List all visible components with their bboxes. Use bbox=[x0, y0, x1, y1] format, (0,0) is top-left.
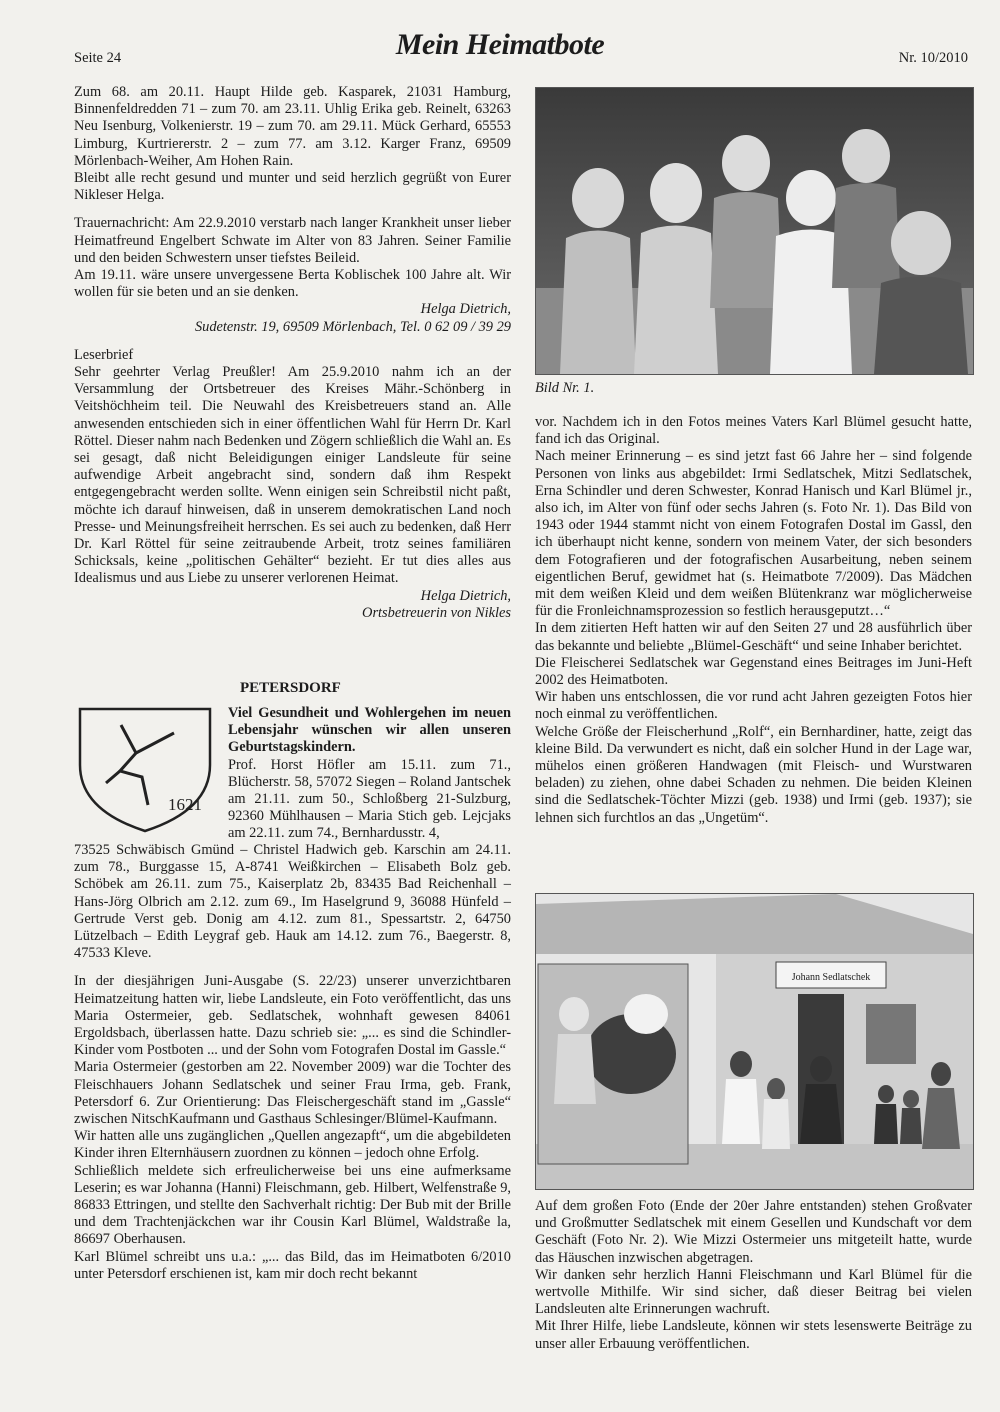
issue-number: Nr. 10/2010 bbox=[898, 50, 968, 66]
page-number: Seite 24 bbox=[74, 50, 122, 66]
right-column bbox=[535, 414, 972, 827]
signature-name: Helga Dietrich, bbox=[420, 301, 511, 318]
section-heading-petersdorf: PETERSDORF bbox=[240, 680, 341, 696]
leserbrief-title: Leserbrief bbox=[74, 346, 134, 363]
right-paragraph-4: Die Fleischerei Sedlatschek war Gegenstand eines Beitrages im Juni-Heft 2002 des Heimatboten. bbox=[535, 654, 972, 689]
petersdorf-crest-icon bbox=[76, 705, 214, 835]
right-column-bottom bbox=[535, 1198, 972, 1353]
page-header bbox=[0, 0, 1000, 70]
petersdorf-paragraph-2: Maria Ostermeier (gestorben am 22. November 2009) war die Tochter des Fleischhauers Johann Sedlatschek und seiner Frau Irma, geb. Frank, Petersdorf 6. Zur Orientierung: Das Fleischergeschäft stand im „Gassle“ zwischen NitschKaufmann und Gasthaus Schlesinger/Blümel-Kaufmann. bbox=[74, 1059, 511, 1128]
signature-address: Sudetenstr. 19, 69509 Mörlenbach, Tel. 0 62 09 / 39 29 bbox=[194, 318, 511, 335]
right-paragraph-8: Mit Ihrer Hilfe, liebe Landsleute, können wir stets lesenswerte Beiträge zu unser aller Erbauung veröffentlichen. bbox=[535, 1318, 972, 1352]
petersdorf-paragraph-4: Schließlich meldete sich erfreulicherweise bei uns eine aufmerksame Leserin; es war Johanna (Hanni) Fleischmann, geb. Hilbert, Welfenstraße 9, 86833 Ettringen, und stellte den Sachverhalt richtig: Der Bub mit der Brille und dem Trachtenjäckchen war ihr Cousin Karl Blümel, Waldstraße la, 86697 Oberhausen. bbox=[74, 1162, 511, 1248]
petersdorf-paragraph-1: In der diesjährigen Juni-Ausgabe (S. 22/23) unserer unverzichtbaren Heimatzeitung hatten wir, liebe Landsleute, ein Foto veröffentlicht, das uns Maria Ostermeier, geb. Sedlatschek, wohnhaft gewesen 84061 Ergoldsbach, überlassen hatte. Dazu schrieb sie: „... es sind die Schindler-Kinder vom Postboten ... und der Sohn vom Fotografen Dostal im Gassle.“ bbox=[74, 973, 511, 1059]
right-paragraph-7: Wir danken sehr herzlich Hanni Fleischmann und Karl Blümel für die wertvolle Mithilfe. Wir sind sicher, daß dieser Beitrag bei vielen Landsleuten alte Erinnerungen wachruft. bbox=[535, 1266, 972, 1318]
signature-role: Ortsbetreuerin von Nikles bbox=[362, 604, 511, 621]
photo-2-caption: Auf dem großen Foto (Ende der 20er Jahre entstanden) stehen Großvater und Großmutter Sedlatschek mit einem Gesellen und Kundschaft vor dem Geschäft (Foto Nr. 2). Wie Mizzi Ostermeier uns mitgeteilt hatte, wurde das Häuschen inzwischen abgetragen. bbox=[535, 1198, 972, 1266]
masthead-logo: Mein Heimatbote bbox=[395, 28, 605, 61]
right-paragraph-6: Welche Größe der Fleischerhund „Rolf“, ein Bernhardiner, hatte, zeigt das kleine Bild. Da verwundert es nicht, daß ein solcher Hund in der Lage war, mühelos einen größeren Handwagen (mit Fleisch- und Wurstwaren beladen) zu ziehen, ohne dabei Schaden zu nehmen. Die beiden Kleinen sind die Sedlatschek-Töchter Mizzi (geb. 1938) und Irmi (geb. 1937); sie lehnen sich furchtlos an das „Ungetüm“. bbox=[535, 723, 972, 826]
photo-1-caption: Bild Nr. 1. bbox=[535, 380, 595, 396]
petersdorf-birthday-list: Prof. Horst Höfler am 15.11. zum 71., Blücherstr. 58, 57072 Siegen – Roland Jantschek am 21.11. zum 50., Schloßberg 21-Sulzburg, 92360 Mühlhausen – Maria Stich geb. Lejcjaks am 22.11. zum 74., Bernhardusstr. 4, bbox=[228, 756, 511, 842]
koblischek-note: Am 19.11. wäre unsere unvergessene Berta Koblischek 100 Jahre alt. Wir wollen für sie beten und an sie denken. bbox=[74, 267, 511, 301]
birthday-list-continued: Zum 68. am 20.11. Haupt Hilde geb. Kasparek, 21031 Hamburg, Binnenfeldredden 71 – zum 70. am 23.11. Uhlig Erika geb. Reinelt, 63263 Neu Isenburg, Volkenierstr. 19 – zum 70. am 29.11. Mück Gerhard, 65553 Limburg, Kurtriererstr. 2 – zum 77. am 3.12. Karger Franz, 69509 Mörlenbach-Weiher, Am Hohen Rain. bbox=[74, 84, 511, 169]
crest-year: 1621 bbox=[168, 795, 202, 814]
petersdorf-paragraph-5: Karl Blümel schreibt uns u.a.: „... das Bild, das im Heimatboten 6/2010 unter Petersdorf erschienen ist, kam mir doch recht bekannt bbox=[74, 1248, 511, 1282]
right-paragraph-3: In dem zitierten Heft hatten wir auf den Seiten 27 und 28 ausführlich über das bekannte und beliebte „Blümel-Geschäft“ und seine Inhaber berichtet. bbox=[535, 620, 972, 654]
petersdorf-intro bbox=[228, 705, 511, 843]
right-paragraph-1: vor. Nachdem ich in den Fotos meines Vaters Karl Blümel gesucht hatte, fand ich das Original. bbox=[535, 414, 972, 448]
leserbrief-body: Sehr geehrter Verlag Preußler! Am 25.9.2010 nahm ich an der Versammlung der Ortsbetreuer des Kreises Mähr.-Schönberg in Veitshöchheim teil. Die Neuwahl des Kreisbetreuers stand an. Alle anwesenden entschieden sich in einer öffentlichen Wahl für Herrn Dr. Karl Röttel. Dieser nahm nach Bedenken und Zögern schließlich die Wahl an. Es sei gesagt, daß nicht Beleidigungen einiger Landsleute für seine aufwendige Arbeit angebracht sind, sondern daß ihm Respekt entgegengebracht werden sollte. Wenn einigen sein Schreibstil nicht paßt, möchte ich darauf hinweisen, daß in unserem demokratischen Land noch Presse- und Meinungsfreiheit herrschen. Es sei auch zu bedenken, daß Herr Dr. Karl Röttel für seine zeitraubende Arbeit, trotz seines familiären Schicksals, keine „politischen Gehälter“ bezieht. Er tut dies alles aus Idealismus und aus Liebe zu unserer verlorenen Heimat. bbox=[74, 364, 511, 587]
petersdorf-paragraph-3: Wir hatten alle uns zugänglichen „Quellen angezapft“, um die abgebildeten Kinder ihren Elternhäusern zuordnen zu können – jedoch ohne Erfolg. bbox=[74, 1128, 511, 1162]
petersdorf-birthday-list-continued: 73525 Schwäbisch Gmünd – Christel Hadwich geb. Karschin am 24.11. zum 78., Burggasse 15, A-8741 Weißkirchen – Elisabeth Bolz geb. Schöbek am 26.11. zum 75., Kaiserplatz 2b, 83435 Bad Reichenhall – Hans-Jörg Olbrich am 2.12. zum 69., Im Haselgrund 9, 36088 Hünfeld – Gertrude Verst geb. Donig am 4.12. zum 81., Spessartstr. 2, 64750 Lützelbach – Edith Leygraf geb. Hauk am 14.12. zum 76., Baegerstr. 8, 47533 Kleve. bbox=[74, 842, 511, 962]
obituary-notice: Trauernachricht: Am 22.9.2010 verstarb nach langer Krankheit unser lieber Heimatfreund Engelbert Schwate im Alter von 83 Jahren. Seiner Familie und den beiden Schwestern unser tiefstes Beileid. bbox=[74, 215, 511, 266]
photo-children-group bbox=[535, 87, 974, 375]
signature-name-2: Helga Dietrich, bbox=[420, 587, 511, 604]
left-column bbox=[74, 84, 511, 622]
shop-sign: Johann Sedlatschek bbox=[791, 972, 871, 983]
greeting: Bleibt alle recht gesund und munter und seid herzlich gegrüßt von Eurer Nikleser Helga. bbox=[74, 170, 511, 204]
right-paragraph-2: Nach meiner Erinnerung – es sind jetzt fast 66 Jahre her – sind folgende Personen von links aus abgebildet: Irmi Sedlatschek, Mitzi Sedlatschek, Erna Schindler und deren Schwester, Konrad Hanisch und Karl Blümel jr., also ich, im Alter von fünf oder sechs Jahren (s. Foto Nr. 1). Das Bild von 1943 oder 1944 stammt nicht von einem Fotografen Dostal im Gassl, den ich überhaupt nicht kenne, sondern von meinem Vater, der sich besonders dem Fotografieren und der fotografischen Ausarbeitung, neben seinem eigentlichen Beruf, gewidmet hat (s. Heimatbote 7/2009). Das Mädchen mit dem weißen Kleid und dem weißen Blütenkranz war möglicherweise für die Fronleichnamsprozession so festlich herausgeputzt…“ bbox=[535, 448, 972, 620]
photo-butcher-shop bbox=[535, 893, 974, 1190]
petersdorf-wishes: Viel Gesundheit und Wohlergehen im neuen Lebensjahr wünschen wir allen unseren Geburtstagskindern. bbox=[228, 705, 511, 756]
petersdorf-body bbox=[74, 842, 511, 1283]
right-paragraph-5: Wir haben uns entschlossen, die vor rund acht Jahren gezeigten Fotos hier noch einmal zu veröffentlichen. bbox=[535, 689, 972, 723]
